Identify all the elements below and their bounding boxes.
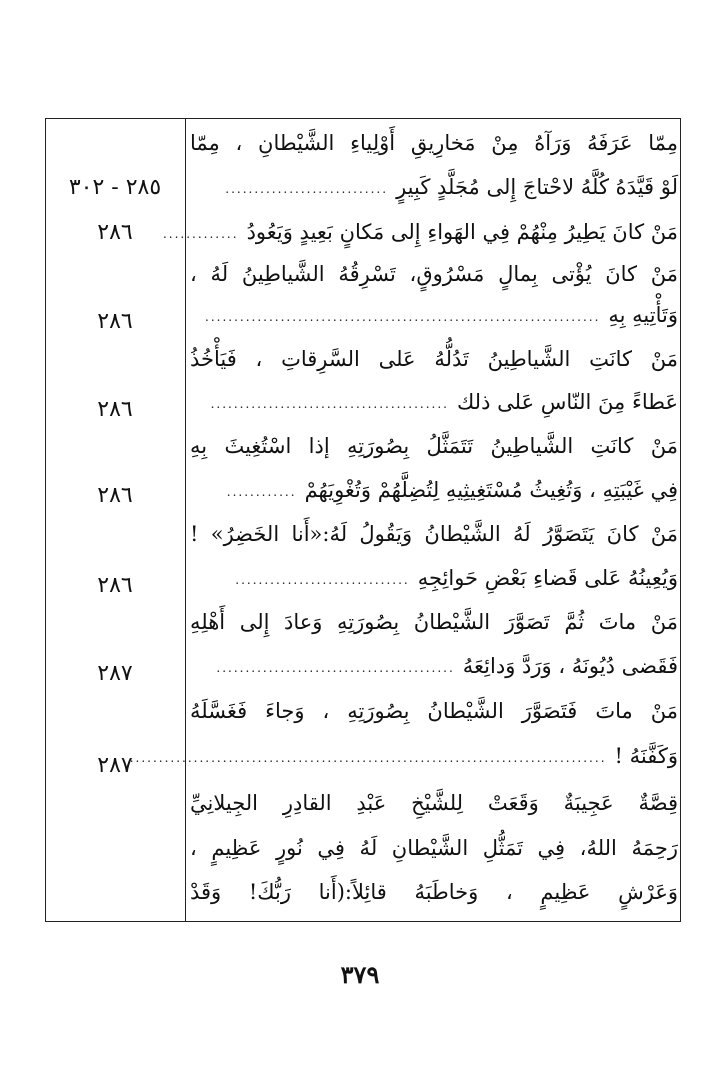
entry-line: وَتَأْتِيهِ بِهِ....................................................................: [190, 297, 678, 333]
entry-line: مَنْ كانَ يَتَصَوَّرُ لَهُ الشَّيْطانُ وَيَقُولُ لَهُ:«أَنا الخَضِرُ» !: [190, 522, 678, 546]
page-number: ٣٧٩: [340, 960, 380, 989]
leader-dots: .............: [162, 226, 239, 241]
leader-dots: ..............................: [235, 572, 410, 587]
entry-line: مَنْ كانَ يُؤْتى بِمالٍ مَسْرُوقٍ، تَسْرِقُهُ الشَّياطِينُ لَهُ ،: [190, 262, 678, 286]
leader-dots: .........................................: [210, 396, 449, 411]
entry-line: وَعَرْشٍ عَظِيمٍ ، وَخاطَبَهُ قائِلاً:(أَنا رَبُّكَ! وَقَدْ: [190, 880, 678, 904]
entry-line: فَقَضى دُيُونَهُ ، وَرَدَّ وَدائِعَهُ.........................................: [190, 648, 678, 684]
entry-line: مَنْ ماتَ فَتَصَوَّرَ الشَّيْطانُ بِصُورَتِهِ ، وَجاءَ فَغَسَّلَهُ: [190, 699, 678, 723]
entry-line: وَيُعِينُهُ عَلى قَضاءِ بَعْضِ حَوائِجِهِ..............................: [190, 560, 678, 596]
entry-line: مَنْ ماتَ ثُمَّ تَصَوَّرَ الشَّيْطانُ بِصُورَتِهِ وَعادَ إِلى أَهْلِهِ: [190, 610, 678, 634]
page-reference: ٢٨٦: [97, 220, 133, 245]
page-reference: ٢٨٦: [97, 573, 133, 598]
leader-dots: ............................: [225, 181, 389, 196]
page-reference: ٢٨٧: [97, 661, 133, 686]
entry-line: عَطاءً مِنَ النّاسِ عَلى ذلك.........................................: [190, 384, 678, 420]
leader-dots: ............: [226, 484, 297, 499]
leader-dots: ..................................................................................: [129, 750, 607, 765]
page-reference: ٢٨٥ - ٣٠٢: [68, 175, 162, 200]
page-reference: ٢٨٦: [97, 309, 133, 334]
entry-line: رَحِمَهُ اللهُ، فِي تَمَثُّلِ الشَّيْطانِ لَهُ فِي نُورٍ عَظِيمٍ ،: [190, 836, 678, 860]
leader-dots: .........................................: [216, 660, 455, 675]
entry-line: لَوْ قَيَّدَهُ كُلَّهُ لاحْتاجَ إِلى مُجَلَّدٍ كَبِيرٍ............................: [190, 169, 678, 205]
entry-line: مَنْ كانَ يَطِيرُ مِنْهُمْ فِي الهَواءِ إِلى مَكانٍ بَعِيدٍ وَيَعُودُ.............: [190, 214, 678, 250]
entry-line: قِصَّةٌ عَجِيبَةٌ وَقَعَتْ لِلشَّيْخِ عَبْدِ القادِرِ الجِيلانِيِّ: [190, 791, 678, 815]
entry-line: مِمّا عَرَفَهُ وَرَآهُ مِنْ مَخارِيقِ أَوْلِياءِ الشَّيْطانِ ، مِمّا: [190, 131, 678, 155]
page-reference: ٢٨٦: [97, 397, 133, 422]
entry-line: مَنْ كانَتِ الشَّياطِينُ تَدُلُّهُ عَلى السَّرِقاتِ ، فَيَأْخُذُ: [190, 347, 678, 371]
page-reference: ٢٨٧: [97, 753, 133, 778]
entry-line: وَكَفَّنَهُ !..................................................................................: [190, 738, 678, 774]
leader-dots: ....................................................................: [205, 309, 601, 324]
entry-line: فِي غَيْبَتِهِ ، وَتُغِيثُ مُسْتَغِيثِيهِ لِتُضِلَّهُمْ وَتُغْوِيَهُمْ............: [190, 472, 678, 508]
entry-line: مَنْ كانَتِ الشَّياطِينُ تَتَمَثَّلُ بِصُورَتِهِ إذا اسْتُغِيثَ بِهِ: [190, 434, 678, 458]
page-reference: ٢٨٦: [97, 483, 133, 508]
